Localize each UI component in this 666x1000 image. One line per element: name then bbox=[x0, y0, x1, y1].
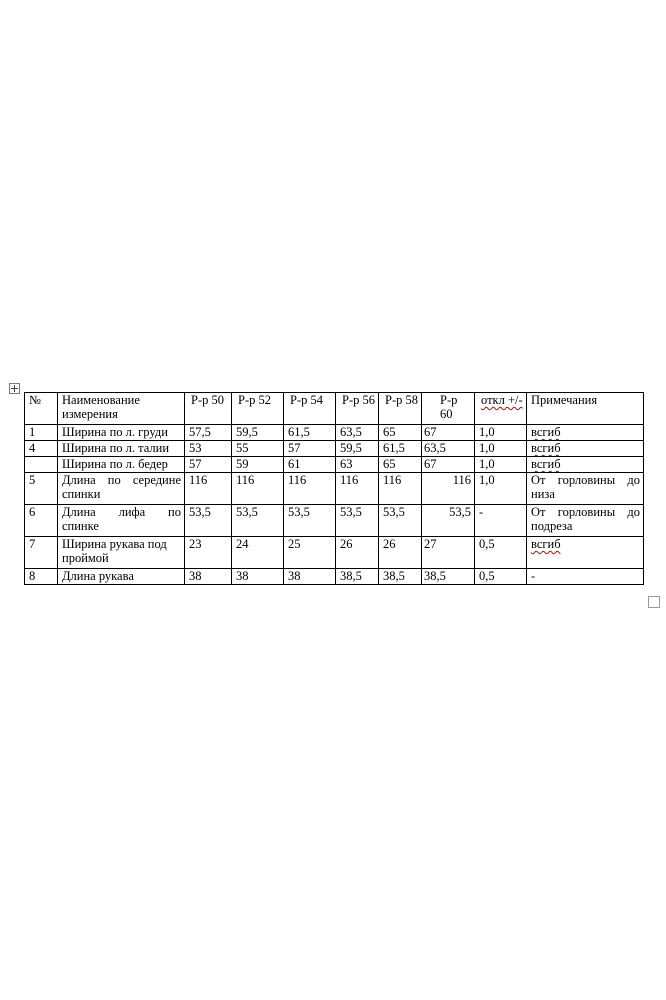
header-measurement-name: Наименование измерения bbox=[58, 393, 185, 425]
row-note bbox=[527, 457, 644, 473]
row-number: 4 bbox=[25, 441, 58, 457]
row-size-value: 63 bbox=[336, 457, 379, 473]
row-size-value: 59,5 bbox=[336, 441, 379, 457]
row-size-value: 57 bbox=[284, 441, 336, 457]
row-measurement-name: Ширина рукава под проймой bbox=[58, 537, 185, 569]
row-number: 5 bbox=[25, 473, 58, 505]
header-notes: Примечания bbox=[527, 393, 644, 425]
header-number: № bbox=[25, 393, 58, 425]
row-note-text: всгиб bbox=[531, 441, 561, 455]
header-size: Р-р 60 bbox=[422, 393, 475, 425]
row-size-value: 116 bbox=[422, 473, 475, 505]
row-size-value: 59,5 bbox=[232, 425, 284, 441]
row-size-value: 116 bbox=[185, 473, 232, 505]
row-note bbox=[527, 441, 644, 457]
row-size-value: 65 bbox=[379, 457, 422, 473]
row-size-value: 67 bbox=[422, 457, 475, 473]
table-move-handle[interactable] bbox=[9, 383, 20, 394]
row-note bbox=[527, 537, 644, 569]
row-measurement-name: Ширина по л. груди bbox=[58, 425, 185, 441]
row-size-value: 61 bbox=[284, 457, 336, 473]
row-size-value: 53,5 bbox=[284, 505, 336, 537]
row-size-value: 26 bbox=[379, 537, 422, 569]
row-size-value: 38,5 bbox=[379, 569, 422, 585]
row-number: 7 bbox=[25, 537, 58, 569]
row-size-value: 27 bbox=[422, 537, 475, 569]
row-measurement-name: Ширина по л. бедер bbox=[58, 457, 185, 473]
table-row bbox=[25, 441, 644, 457]
row-size-value: 38,5 bbox=[422, 569, 475, 585]
row-size-value: 26 bbox=[336, 537, 379, 569]
table-row bbox=[25, 537, 644, 569]
row-tolerance: 0,5 bbox=[475, 569, 527, 585]
row-size-value: 61,5 bbox=[284, 425, 336, 441]
row-size-value: 53 bbox=[185, 441, 232, 457]
row-size-value: 116 bbox=[232, 473, 284, 505]
row-note: От горловины до низа bbox=[527, 473, 644, 505]
row-size-value: 38 bbox=[185, 569, 232, 585]
header-tolerance-text: откл +/- bbox=[481, 393, 523, 407]
row-measurement-name: Длина рукава bbox=[58, 569, 185, 585]
row-size-value: 53,5 bbox=[185, 505, 232, 537]
row-size-value: 116 bbox=[379, 473, 422, 505]
row-size-value: 116 bbox=[284, 473, 336, 505]
row-size-value: 61,5 bbox=[379, 441, 422, 457]
row-tolerance: 1,0 bbox=[475, 457, 527, 473]
row-size-value: 57,5 bbox=[185, 425, 232, 441]
row-tolerance: 1,0 bbox=[475, 425, 527, 441]
row-size-value: 53,5 bbox=[336, 505, 379, 537]
row-size-value: 116 bbox=[336, 473, 379, 505]
table-resize-handle[interactable] bbox=[648, 596, 660, 608]
row-tolerance: 1,0 bbox=[475, 473, 527, 505]
row-size-value: 23 bbox=[185, 537, 232, 569]
row-size-value: 67 bbox=[422, 425, 475, 441]
row-number bbox=[25, 457, 58, 473]
row-size-value: 59 bbox=[232, 457, 284, 473]
measurements-table bbox=[24, 392, 644, 585]
row-note-text: всгиб bbox=[531, 425, 561, 439]
header-size: Р-р 52 bbox=[232, 393, 284, 425]
header-tolerance bbox=[475, 393, 527, 425]
row-size-value: 38 bbox=[232, 569, 284, 585]
header-size: Р-р 56 bbox=[336, 393, 379, 425]
table-row bbox=[25, 473, 644, 505]
header-size: Р-р 50 bbox=[185, 393, 232, 425]
table-row bbox=[25, 425, 644, 441]
row-size-value: 53,5 bbox=[379, 505, 422, 537]
row-tolerance: - bbox=[475, 505, 527, 537]
row-note-text: всгиб bbox=[531, 537, 561, 551]
table-header-row bbox=[25, 393, 644, 425]
row-number: 8 bbox=[25, 569, 58, 585]
row-size-value: 57 bbox=[185, 457, 232, 473]
row-size-value: 53,5 bbox=[232, 505, 284, 537]
row-note bbox=[527, 425, 644, 441]
row-size-value: 63,5 bbox=[336, 425, 379, 441]
row-size-value: 38 bbox=[284, 569, 336, 585]
header-size: Р-р 54 bbox=[284, 393, 336, 425]
row-note: - bbox=[527, 569, 644, 585]
table-row bbox=[25, 457, 644, 473]
header-size: Р-р 58 bbox=[379, 393, 422, 425]
row-measurement-name: Ширина по л. талии bbox=[58, 441, 185, 457]
row-tolerance: 1,0 bbox=[475, 441, 527, 457]
table-row bbox=[25, 505, 644, 537]
row-measurement-name: Длина лифа по спинке bbox=[58, 505, 185, 537]
row-size-value: 55 bbox=[232, 441, 284, 457]
row-size-value: 24 bbox=[232, 537, 284, 569]
row-measurement-name: Длина по середине спинки bbox=[58, 473, 185, 505]
row-number: 1 bbox=[25, 425, 58, 441]
row-size-value: 38,5 bbox=[336, 569, 379, 585]
row-note: От горловины до подреза bbox=[527, 505, 644, 537]
table-row bbox=[25, 569, 644, 585]
row-size-value: 53,5 bbox=[422, 505, 475, 537]
row-size-value: 25 bbox=[284, 537, 336, 569]
row-note-text: всгиб bbox=[531, 457, 561, 471]
row-tolerance: 0,5 bbox=[475, 537, 527, 569]
row-number: 6 bbox=[25, 505, 58, 537]
row-size-value: 65 bbox=[379, 425, 422, 441]
row-size-value: 63,5 bbox=[422, 441, 475, 457]
